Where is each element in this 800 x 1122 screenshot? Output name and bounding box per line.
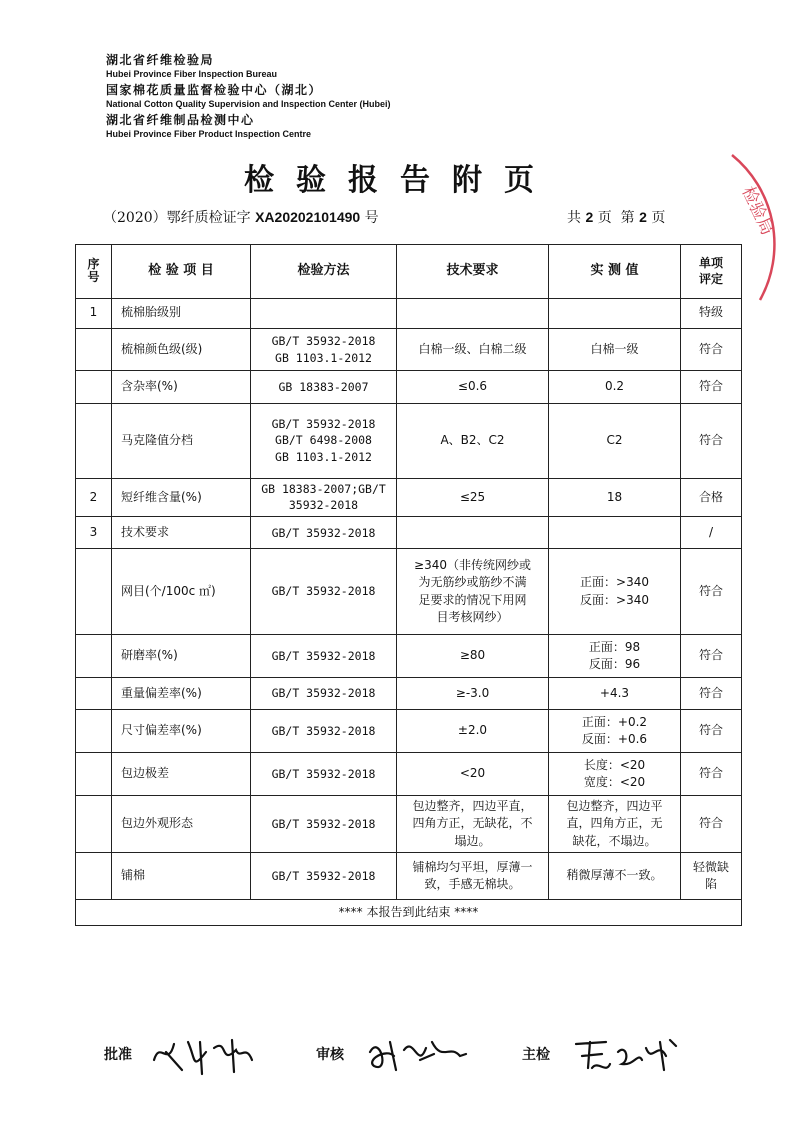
cell-item: 梳棉胎级别 bbox=[112, 298, 251, 328]
cell-requirement-line: A、B2、C2 bbox=[440, 432, 505, 447]
table-header-row bbox=[76, 245, 742, 299]
page-title: 检验报告附页 bbox=[244, 163, 556, 198]
cell-requirement bbox=[397, 852, 549, 899]
cell-judgment-line: 符合 bbox=[698, 379, 723, 394]
cell-measured bbox=[549, 371, 681, 403]
cell-measured-line: 0.2 bbox=[604, 379, 625, 394]
cell-method bbox=[251, 328, 397, 371]
report-number-suffix: 号 bbox=[364, 210, 379, 226]
cell-requirement-line: ≥-3.0 bbox=[455, 685, 490, 700]
cell-requirement bbox=[397, 517, 549, 549]
cell-judgment bbox=[681, 795, 742, 852]
cell-measured bbox=[549, 852, 681, 899]
cell-measured-line: 正面：+0.2 bbox=[581, 714, 648, 729]
inspection-table-body bbox=[76, 245, 742, 926]
review-label: 审核 bbox=[316, 1047, 344, 1063]
cell-requirement bbox=[397, 298, 549, 328]
cell-method-line: GB/T 35932-2018 bbox=[271, 766, 376, 781]
cell-method-line: GB 18383-2007;GB/T bbox=[261, 481, 386, 496]
cell-method-line: GB 18383-2007 bbox=[278, 379, 369, 394]
cell-requirement bbox=[397, 753, 549, 796]
cell-method bbox=[251, 478, 397, 517]
table-row bbox=[76, 753, 742, 796]
cell-requirement bbox=[397, 549, 549, 635]
cell-seq: 1 bbox=[76, 298, 112, 328]
cell-seq bbox=[76, 795, 112, 852]
cell-measured-line: 正面：>340 bbox=[580, 575, 649, 590]
cell-method bbox=[251, 678, 397, 710]
table-row bbox=[76, 678, 742, 710]
cell-requirement bbox=[397, 635, 549, 678]
cell-measured-line: 宽度：<20 bbox=[583, 775, 646, 790]
header-judgment-line-2: 评定 bbox=[698, 272, 723, 287]
cell-seq bbox=[76, 852, 112, 899]
cell-seq bbox=[76, 710, 112, 753]
page-counter bbox=[567, 207, 665, 227]
cell-item: 含杂率(%) bbox=[112, 371, 251, 403]
cell-measured-line: 稍微厚薄不一致。 bbox=[566, 868, 663, 883]
cell-item: 尺寸偏差率(%) bbox=[112, 710, 251, 753]
cell-item: 研磨率(%) bbox=[112, 635, 251, 678]
cell-requirement-line: 为无筋纱或筋纱不满 bbox=[418, 575, 527, 590]
cell-item: 梳棉颜色级(级) bbox=[112, 328, 251, 371]
cell-method-line: GB/T 35932-2018 bbox=[271, 816, 376, 831]
cell-item: 重量偏差率(%) bbox=[112, 678, 251, 710]
cell-measured-line: 白棉一级 bbox=[590, 341, 639, 356]
header-seq: 序号 bbox=[76, 245, 112, 299]
cell-judgment-line: 陷 bbox=[704, 877, 717, 892]
cell-measured-line: 缺花，不塌边。 bbox=[572, 833, 657, 848]
cell-measured-line: 18 bbox=[606, 489, 623, 504]
cell-requirement-line: ≤0.6 bbox=[457, 379, 488, 394]
signature-row bbox=[0, 1030, 800, 1080]
cell-requirement bbox=[397, 371, 549, 403]
cell-method bbox=[251, 549, 397, 635]
table-row bbox=[76, 852, 742, 899]
cell-method-line: GB/T 35932-2018 bbox=[271, 868, 376, 883]
cell-seq bbox=[76, 549, 112, 635]
cell-method-line: GB/T 35932-2018 bbox=[271, 648, 376, 663]
org-name-cn-2: 国家棉花质量监督检验中心（湖北） bbox=[106, 83, 323, 97]
cell-method-line: GB/T 35932-2018 bbox=[271, 584, 376, 599]
cell-requirement-line: ≥80 bbox=[459, 648, 486, 663]
cell-judgment bbox=[681, 852, 742, 899]
cell-measured-line: 包边整齐，四边平 bbox=[566, 798, 663, 813]
table-row bbox=[76, 371, 742, 403]
page-total: 2 bbox=[585, 209, 594, 225]
header-requirement: 技术要求 bbox=[397, 245, 549, 299]
org-name-en-3: Hubei Province Fiber Product Inspection Centre bbox=[106, 129, 312, 139]
seal-text: 检验局 bbox=[737, 183, 778, 239]
cell-judgment-line: 符合 bbox=[698, 341, 723, 356]
cell-method-line: GB/T 6498-2008 bbox=[275, 433, 372, 448]
cell-requirement-line: 塌边。 bbox=[454, 833, 491, 848]
inspection-table bbox=[75, 244, 742, 926]
cell-seq bbox=[76, 371, 112, 403]
cell-requirement-line: ±2.0 bbox=[457, 723, 488, 738]
cell-measured bbox=[549, 549, 681, 635]
page-current-prefix: 第 bbox=[620, 210, 635, 226]
page-total-suffix: 页 bbox=[597, 210, 612, 226]
cell-measured bbox=[549, 795, 681, 852]
org-name-cn-3: 湖北省纤维制品检测中心 bbox=[106, 113, 255, 127]
cell-requirement bbox=[397, 795, 549, 852]
cell-requirement-line: 包边整齐，四边平直， bbox=[412, 798, 533, 813]
cell-item: 包边极差 bbox=[112, 753, 251, 796]
cell-item: 铺棉 bbox=[112, 852, 251, 899]
table-row bbox=[76, 635, 742, 678]
table-end-row bbox=[76, 900, 742, 926]
cell-measured-line: 反面：>340 bbox=[580, 592, 649, 607]
cell-method bbox=[251, 795, 397, 852]
cell-measured-line: 正面：98 bbox=[588, 639, 641, 654]
cell-judgment-line: 符合 bbox=[698, 816, 723, 831]
cell-item: 网目(个/100c ㎡) bbox=[112, 549, 251, 635]
report-header bbox=[106, 54, 391, 144]
cell-measured bbox=[549, 403, 681, 478]
header-judgment-line-1: 单项 bbox=[698, 256, 723, 271]
cell-judgment-line: 符合 bbox=[698, 766, 723, 781]
official-seal bbox=[690, 150, 800, 310]
cell-requirement-line: 铺棉均匀平坦，厚薄一 bbox=[412, 859, 533, 874]
cell-requirement bbox=[397, 710, 549, 753]
cell-judgment bbox=[681, 328, 742, 371]
table-row bbox=[76, 517, 742, 549]
header-measured: 实 测 值 bbox=[549, 245, 681, 299]
report-number bbox=[103, 207, 379, 227]
cell-measured bbox=[549, 328, 681, 371]
header-item: 检 验 项 目 bbox=[112, 245, 251, 299]
cell-method-line: GB/T 35932-2018 bbox=[271, 686, 376, 701]
cell-requirement bbox=[397, 678, 549, 710]
cell-judgment bbox=[681, 371, 742, 403]
cell-method-line: GB/T 35932-2018 bbox=[271, 333, 376, 348]
cell-method bbox=[251, 403, 397, 478]
cell-requirement-line: 四角方正，无缺花，不 bbox=[412, 816, 533, 831]
cell-judgment bbox=[681, 753, 742, 796]
cell-method-line: GB 1103.1-2012 bbox=[275, 450, 372, 464]
cell-judgment bbox=[681, 403, 742, 478]
cell-measured bbox=[549, 678, 681, 710]
table-row bbox=[76, 549, 742, 635]
table-row bbox=[76, 298, 742, 328]
inspector-signature bbox=[572, 1030, 682, 1078]
table-row bbox=[76, 710, 742, 753]
page-current: 2 bbox=[639, 209, 647, 225]
org-name-en-1: Hubei Province Fiber Inspection Bureau bbox=[106, 69, 278, 79]
table-row bbox=[76, 403, 742, 478]
cell-requirement bbox=[397, 403, 549, 478]
report-number-prefix: （2020）鄂纤质检证字 bbox=[103, 210, 251, 226]
cell-method bbox=[251, 753, 397, 796]
cell-item: 短纤维含量(%) bbox=[112, 478, 251, 517]
cell-judgment bbox=[681, 710, 742, 753]
cell-method-line: 35932-2018 bbox=[288, 498, 359, 513]
org-name-en-2: National Cotton Quality Supervision and Inspection Center (Hubei) bbox=[106, 99, 391, 109]
cell-item: 马克隆值分档 bbox=[112, 403, 251, 478]
cell-item: 技术要求 bbox=[112, 517, 251, 549]
cell-judgment-line: 特级 bbox=[698, 305, 723, 320]
page-total-prefix: 共 bbox=[567, 210, 581, 226]
inspect-label: 主检 bbox=[522, 1047, 550, 1063]
cell-method-line: GB/T 35932-2018 bbox=[271, 416, 376, 431]
cell-requirement-line: ≤25 bbox=[459, 489, 486, 504]
approver-signature bbox=[148, 1030, 268, 1078]
cell-seq bbox=[76, 753, 112, 796]
cell-method bbox=[251, 371, 397, 403]
report-end-note: **** 本报告到此结束 **** bbox=[76, 900, 742, 926]
header-method: 检验方法 bbox=[251, 245, 397, 299]
cell-measured bbox=[549, 710, 681, 753]
cell-seq bbox=[76, 678, 112, 710]
cell-method bbox=[251, 852, 397, 899]
cell-seq: 2 bbox=[76, 478, 112, 517]
cell-method bbox=[251, 298, 397, 328]
cell-measured bbox=[549, 635, 681, 678]
cell-requirement-line: <20 bbox=[459, 766, 486, 781]
cell-judgment-line: 符合 bbox=[698, 584, 723, 599]
cell-judgment bbox=[681, 635, 742, 678]
cell-judgment-line: 符合 bbox=[698, 648, 723, 663]
cell-method-line: GB 1103.1-2012 bbox=[275, 350, 372, 365]
cell-judgment bbox=[681, 517, 742, 549]
cell-requirement bbox=[397, 328, 549, 371]
cell-seq bbox=[76, 403, 112, 478]
cell-method bbox=[251, 710, 397, 753]
cell-judgment bbox=[681, 549, 742, 635]
cell-seq bbox=[76, 635, 112, 678]
cell-judgment-line: 符合 bbox=[698, 432, 723, 447]
cell-requirement-line: 足要求的情况下用网 bbox=[418, 592, 527, 607]
cell-judgment-line: / bbox=[708, 525, 714, 540]
cell-method-line: GB/T 35932-2018 bbox=[271, 525, 376, 540]
cell-judgment-line: 轻微缺 bbox=[692, 859, 729, 874]
cell-requirement-line: 白棉一级、白棉二级 bbox=[418, 341, 527, 356]
table-row bbox=[76, 478, 742, 517]
cell-judgment bbox=[681, 478, 742, 517]
cell-requirement-line: 致，手感无棉块。 bbox=[424, 877, 521, 892]
cell-judgment-line: 符合 bbox=[698, 685, 723, 700]
cell-requirement-line: ≥340（非传统网纱或 bbox=[414, 558, 531, 573]
table-row bbox=[76, 795, 742, 852]
cell-item: 包边外观形态 bbox=[112, 795, 251, 852]
cell-seq bbox=[76, 328, 112, 371]
cell-measured-line: 长度：<20 bbox=[583, 757, 646, 772]
cell-measured bbox=[549, 753, 681, 796]
cell-judgment-line: 符合 bbox=[698, 723, 723, 738]
cell-judgment bbox=[681, 678, 742, 710]
cell-measured bbox=[549, 478, 681, 517]
page-current-suffix: 页 bbox=[651, 210, 666, 226]
cell-method-line: GB/T 35932-2018 bbox=[271, 723, 376, 738]
cell-measured-line: C2 bbox=[606, 432, 623, 447]
cell-requirement-line: 目考核网纱） bbox=[436, 610, 509, 625]
cell-method bbox=[251, 635, 397, 678]
report-number-code: XA20202101490 bbox=[255, 209, 361, 225]
cell-measured-line: +4.3 bbox=[599, 685, 630, 700]
cell-method bbox=[251, 517, 397, 549]
approve-label: 批准 bbox=[104, 1047, 132, 1063]
cell-measured bbox=[549, 298, 681, 328]
table-row bbox=[76, 328, 742, 371]
cell-measured-line: 反面：+0.6 bbox=[581, 732, 648, 747]
cell-measured bbox=[549, 517, 681, 549]
cell-measured-line: 反面：96 bbox=[588, 657, 641, 672]
cell-requirement bbox=[397, 478, 549, 517]
cell-seq: 3 bbox=[76, 517, 112, 549]
cell-judgment-line: 合格 bbox=[698, 489, 723, 504]
cell-measured-line: 直，四角方正，无 bbox=[566, 816, 663, 831]
reviewer-signature bbox=[360, 1030, 470, 1078]
org-name-cn-1: 湖北省纤维检验局 bbox=[106, 53, 215, 67]
